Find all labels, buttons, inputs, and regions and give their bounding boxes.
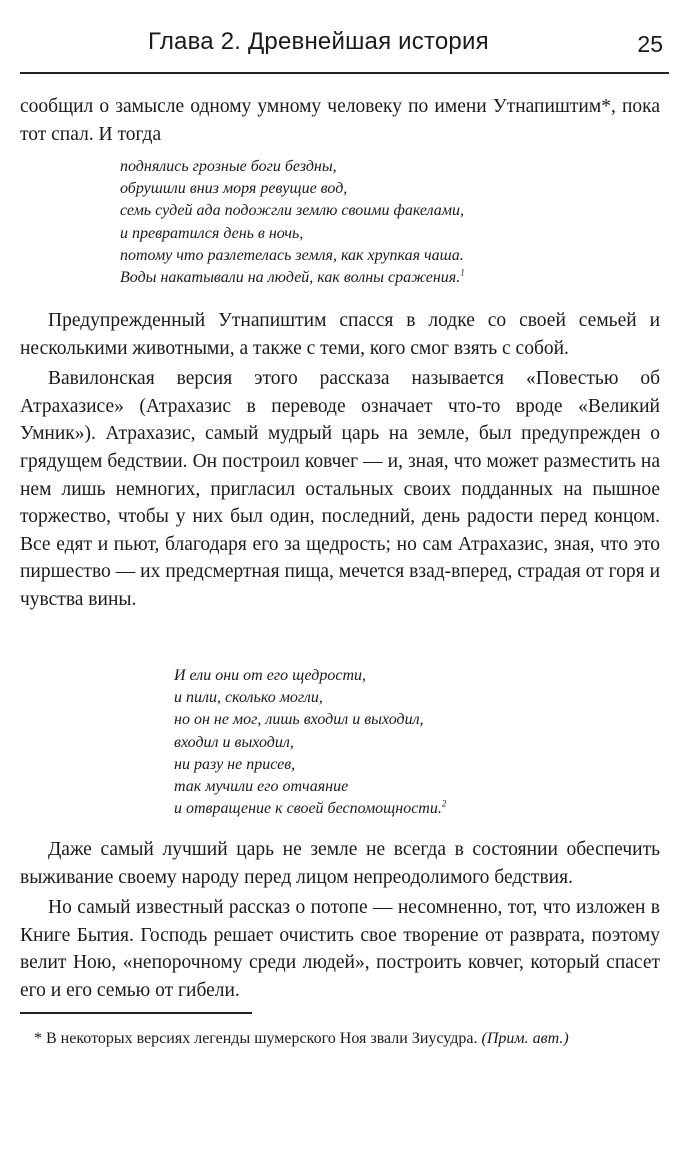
- chapter-title: Глава 2. Древнейшая история: [148, 28, 489, 55]
- paragraph: Предупрежденный Утнапиштим спасся в лодке со своей семьей и несколькими животными, а также с теми, кого смог взять с собой.: [20, 310, 660, 359]
- poem-line-text: Воды накатывали на людей, как волны сражения.: [120, 269, 461, 287]
- poem-line: так мучили его отчаяние: [174, 778, 349, 796]
- poem-line: [120, 267, 465, 289]
- poem-line: поднялись грозные боги бездны,: [120, 158, 337, 175]
- note-reference: 1: [460, 267, 465, 278]
- poem-line: обрушили вниз моря ревущие вод,: [120, 180, 348, 198]
- poem-line: но он не мог, лишь входил и выходил,: [174, 711, 424, 729]
- poem-line: семь судей ада подожгли землю своими факелами,: [120, 202, 464, 220]
- text-block-1: [20, 93, 660, 148]
- poem-line: ни разу не присев,: [174, 755, 296, 773]
- footnote: [20, 1027, 660, 1050]
- footnote-divider: [20, 1012, 252, 1014]
- poem-line: потому что разлетелась земля, как хрупкая чаша.: [120, 246, 464, 264]
- poem-2: [174, 665, 446, 820]
- paragraph: сообщил о замысле одному умному человеку по имени Утнапиштим*, пока тот спал. И тогда: [20, 96, 660, 145]
- page-header: [18, 28, 663, 68]
- poem-line-text: и отвращение к своей беспомощности.: [174, 800, 442, 818]
- poem-line: и пили, сколько могли,: [174, 689, 323, 707]
- poem-1: [120, 156, 465, 289]
- footnote-mark: *: [34, 1030, 42, 1047]
- footnote-aside: (Прим. авт.): [481, 1030, 569, 1047]
- note-reference: 2: [441, 798, 447, 809]
- poem-line: [174, 798, 446, 820]
- page-number: 25: [637, 31, 663, 57]
- poem-line: И ели они от его щедрости,: [174, 667, 366, 684]
- footnote-text: В некоторых версиях легенды шумерского Ноя звали Зиусудра.: [46, 1030, 478, 1047]
- header-divider: [20, 72, 669, 74]
- paragraph: Но самый известный рассказ о потопе — несомненно, тот, что изложен в Книге Бытия. Господь решает очистить свое творение от разврата, поэтому велит Ною, «непорочному среди людей», построить ковчег, который спасет его и его семью от гибели.: [20, 897, 660, 1001]
- text-block-3: [20, 836, 660, 1005]
- poem-line: входил и выходил,: [174, 733, 294, 751]
- text-block-2: [20, 307, 660, 614]
- paragraph: Вавилонская версия этого рассказа называется «Повестью об Атрахазисе» (Атрахазис в переводе означает что-то вроде «Великий Умник»). Атрахазис, самый мудрый царь на земле, был предупрежден о грядущем бедствии. Он построил ковчег — и, зная, что может разместить на нем лишь немногих, пригласил остальных своих подданных на пышное торжество, чтобы у них был один, последний, день радости перед концом. Все едят и пьют, благодаря его за щедрость; но сам Атрахазис, зная, что это пиршество — их предсмертная пища, мечется взад-вперед, страдая от горя и чувства вины.: [20, 368, 660, 610]
- poem-line: и превратился день в ночь,: [120, 224, 304, 242]
- paragraph: Даже самый лучший царь не земле не всегда в состоянии обеспечить выживание своему народу перед лицом непреодолимого бедствия.: [20, 839, 660, 888]
